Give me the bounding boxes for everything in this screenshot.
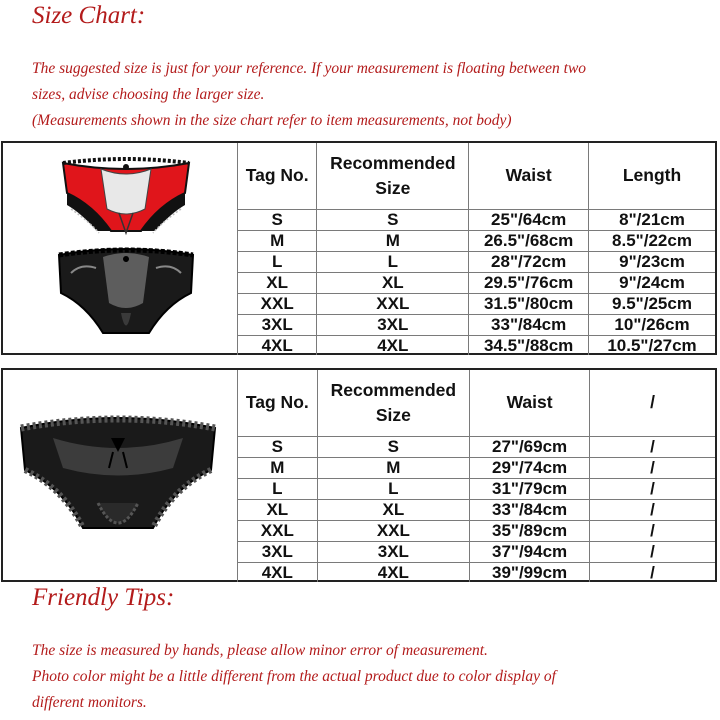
table-cell: 34.5"/88cm: [469, 335, 589, 355]
table-header-row: [238, 370, 716, 436]
table-cell: XL: [317, 499, 469, 520]
size-chart-table-1: [1, 141, 717, 355]
table-cell: 39"/99cm: [470, 562, 590, 582]
red-panty-image: [63, 159, 189, 233]
table-cell: /: [590, 436, 715, 457]
table-row: [238, 436, 716, 457]
table-cell: 27"/69cm: [470, 436, 590, 457]
table-cell: XL: [238, 272, 317, 293]
tips-line-3: different monitors.: [32, 694, 147, 711]
table-cell: S: [317, 436, 469, 457]
table-cell: 35"/89cm: [470, 520, 590, 541]
tips-line-2: Photo color might be a little different from the actual product due to color display of: [32, 668, 556, 685]
tips-line-1: The size is measured by hands, please allow minor error of measurement.: [32, 642, 488, 659]
header-recommended-size: Recommended Size: [317, 370, 469, 436]
table-cell: 10.5"/27cm: [589, 335, 715, 355]
table-cell: XXL: [238, 520, 318, 541]
header-tag-no: Tag No.: [238, 143, 317, 209]
black-panty-image: [59, 249, 193, 333]
table-cell: 26.5"/68cm: [469, 230, 589, 251]
table-cell: 4XL: [317, 562, 469, 582]
table-cell: XXL: [317, 293, 469, 314]
table-row: [238, 293, 716, 314]
table-cell: XL: [317, 272, 469, 293]
table-cell: 3XL: [238, 314, 317, 335]
table-cell: M: [317, 230, 469, 251]
size-note-line-3: (Measurements shown in the size chart refer to item measurements, not body): [32, 112, 512, 129]
table-cell: /: [590, 478, 715, 499]
page-title: Size Chart:: [32, 2, 146, 29]
table-row: [238, 499, 716, 520]
table-cell: /: [590, 457, 715, 478]
table-cell: 31.5"/80cm: [469, 293, 589, 314]
table-cell: 3XL: [317, 541, 469, 562]
table-cell: 10"/26cm: [589, 314, 715, 335]
table-row: [238, 478, 716, 499]
table-row: [238, 541, 716, 562]
table-cell: 4XL: [238, 562, 318, 582]
table-row: [238, 230, 716, 251]
table-cell: 9.5"/25cm: [589, 293, 715, 314]
table-cell: M: [238, 230, 317, 251]
table-row: [238, 251, 716, 272]
table-row: [238, 562, 716, 582]
header-length: /: [590, 370, 715, 436]
product-photo-red-black: [41, 153, 211, 348]
size-chart-table-2: [1, 368, 717, 582]
table-cell: /: [590, 499, 715, 520]
table-cell: 8.5"/22cm: [589, 230, 715, 251]
table-row: [238, 520, 716, 541]
table-cell: /: [590, 520, 715, 541]
table-cell: 25"/64cm: [469, 209, 589, 230]
table-cell: 3XL: [238, 541, 318, 562]
table-row: [238, 209, 716, 230]
table-cell: 9"/24cm: [589, 272, 715, 293]
table-cell: 28"/72cm: [469, 251, 589, 272]
size-table-1: [237, 143, 715, 355]
table-cell: 33"/84cm: [469, 314, 589, 335]
table-header-row: [238, 143, 716, 209]
table-row: [238, 335, 716, 355]
table-cell: XXL: [317, 520, 469, 541]
table-cell: 31"/79cm: [470, 478, 590, 499]
header-length: Length: [589, 143, 715, 209]
table-cell: 3XL: [317, 314, 469, 335]
size-note-line-1: The suggested size is just for your reference. If your measurement is floating between two: [32, 60, 587, 77]
table-cell: XL: [238, 499, 318, 520]
table-cell: M: [238, 457, 318, 478]
table-cell: S: [238, 209, 317, 230]
table-cell: L: [317, 478, 469, 499]
table-cell: 4XL: [317, 335, 469, 355]
table-cell: /: [590, 562, 715, 582]
size-note-line-2: sizes, advise choosing the larger size.: [32, 86, 265, 103]
table-cell: 4XL: [238, 335, 317, 355]
table-row: [238, 314, 716, 335]
table-cell: L: [238, 251, 317, 272]
table-row: [238, 272, 716, 293]
table-cell: 29.5"/76cm: [469, 272, 589, 293]
table-cell: 33"/84cm: [470, 499, 590, 520]
table-cell: L: [317, 251, 469, 272]
product-photo-black-lace: [13, 408, 223, 553]
table-cell: /: [590, 541, 715, 562]
table-cell: XXL: [238, 293, 317, 314]
table-cell: 9"/23cm: [589, 251, 715, 272]
header-tag-no: Tag No.: [238, 370, 318, 436]
header-waist: Waist: [469, 143, 589, 209]
table-row: [238, 457, 716, 478]
table-cell: 37"/94cm: [470, 541, 590, 562]
table-cell: 8"/21cm: [589, 209, 715, 230]
table-cell: L: [238, 478, 318, 499]
size-table-2: [237, 370, 715, 582]
tips-title: Friendly Tips:: [32, 584, 175, 611]
header-recommended-size: Recommended Size: [317, 143, 469, 209]
table-cell: M: [317, 457, 469, 478]
table-cell: 29"/74cm: [470, 457, 590, 478]
table-cell: S: [317, 209, 469, 230]
header-waist: Waist: [470, 370, 590, 436]
table-cell: S: [238, 436, 318, 457]
